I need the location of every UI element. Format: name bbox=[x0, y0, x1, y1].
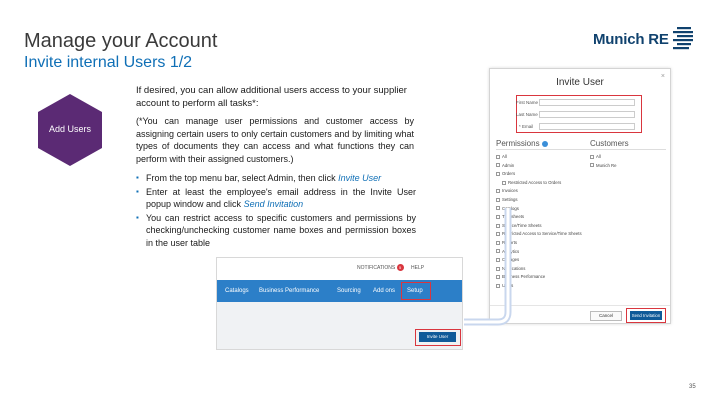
intro-text: If desired, you can allow additional users access to your supplier account to perform all tasks*: bbox=[136, 85, 407, 109]
send-invitation-button[interactable]: Send Invitation bbox=[631, 313, 661, 318]
munich-re-mark-icon bbox=[671, 26, 695, 50]
permission-item[interactable]: All bbox=[496, 153, 586, 162]
customers-heading: Customers bbox=[590, 139, 629, 148]
permission-item[interactable]: Orders bbox=[496, 170, 586, 179]
permission-item[interactable]: Users bbox=[496, 282, 586, 291]
info-icon[interactable] bbox=[542, 141, 548, 147]
first-name-label: First Name bbox=[516, 100, 539, 105]
page-number: 35 bbox=[689, 384, 696, 390]
munich-re-logo bbox=[593, 26, 703, 52]
checkbox[interactable] bbox=[496, 172, 500, 176]
permission-item[interactable]: Invoices bbox=[496, 187, 586, 196]
cancel-button[interactable]: Cancel bbox=[590, 311, 622, 321]
close-icon[interactable]: × bbox=[660, 73, 665, 80]
permissions-note: (*You can manage user permissions and customer access by assigning certain users to only certain customers and by limiting what types of documents they can access and what functions they can perform with their assigned customers.) bbox=[136, 116, 414, 164]
instruction-emphasis: Invite User bbox=[338, 173, 382, 183]
checkbox[interactable] bbox=[590, 163, 594, 167]
permission-item[interactable]: Business Performance bbox=[496, 273, 586, 282]
help-link[interactable]: HELP bbox=[411, 264, 425, 271]
checkbox[interactable] bbox=[502, 181, 506, 185]
checkbox[interactable] bbox=[496, 189, 500, 193]
email-field[interactable] bbox=[539, 123, 635, 130]
nav-business-performance[interactable]: Business Performance bbox=[259, 288, 320, 294]
permission-item[interactable]: Restricted Access to Orders bbox=[496, 179, 586, 188]
nav-add-ons[interactable]: Add ons bbox=[373, 288, 396, 294]
top-bar bbox=[217, 258, 462, 280]
setup-highlight bbox=[401, 282, 431, 300]
permissions-heading: Permissions bbox=[496, 139, 548, 148]
permission-item[interactable]: Service/Time Sheets bbox=[496, 222, 586, 231]
permission-item[interactable]: Notifications bbox=[496, 265, 586, 274]
user-fields-highlight bbox=[516, 95, 642, 133]
permission-item[interactable]: Changes bbox=[496, 256, 586, 265]
nav-catalogs[interactable]: Catalogs bbox=[225, 288, 249, 294]
permission-item[interactable]: Settings bbox=[496, 196, 586, 205]
first-name-field[interactable] bbox=[539, 99, 635, 106]
email-label: * Email bbox=[519, 124, 534, 129]
nav-sourcing[interactable]: Sourcing bbox=[337, 288, 361, 294]
instruction-emphasis: Send Invitation bbox=[243, 199, 304, 209]
invite-user-highlight bbox=[415, 329, 461, 346]
invite-user-button[interactable]: Invite User bbox=[419, 332, 456, 342]
customer-item[interactable]: All bbox=[590, 153, 666, 162]
permission-item[interactable]: Analytics bbox=[496, 248, 586, 257]
send-invitation-highlight bbox=[626, 308, 666, 323]
page-title: Manage your Account bbox=[24, 30, 218, 52]
permission-item[interactable]: Catalogs bbox=[496, 205, 586, 214]
customer-list bbox=[590, 153, 666, 170]
nav-setup[interactable]: Setup bbox=[407, 288, 423, 294]
dialog-title: Invite User bbox=[556, 77, 604, 88]
hexagon-label: Add Users bbox=[48, 124, 92, 134]
instruction-item: ▪ You can restrict access to specific customers and permissions by checking/unchecking customer name boxes and permission boxes in the user table bbox=[136, 212, 416, 250]
checkbox[interactable] bbox=[496, 163, 500, 167]
customer-item[interactable]: Munich Re bbox=[590, 162, 666, 171]
last-name-field[interactable] bbox=[539, 111, 635, 118]
permission-item[interactable]: Timesheets bbox=[496, 213, 586, 222]
menu-bar-screenshot bbox=[216, 257, 463, 350]
connector-arrow bbox=[462, 200, 522, 330]
notifications-link[interactable]: NOTIFICATIONS bbox=[357, 264, 396, 271]
notification-badge: 5 bbox=[397, 264, 404, 271]
permission-item[interactable]: Admin bbox=[496, 162, 586, 171]
instruction-list bbox=[136, 172, 416, 250]
logo-text: Munich RE bbox=[593, 31, 669, 48]
instruction-item: ▪ From the top menu bar, select Admin, then click Invite User bbox=[136, 172, 416, 185]
permission-item[interactable]: Reports bbox=[496, 239, 586, 248]
top-bar-items bbox=[357, 264, 424, 271]
instruction-item: ▪ Enter at least the employee's email address in the Invite User popup window and click Send Invitation bbox=[136, 186, 416, 211]
checkbox[interactable] bbox=[590, 155, 594, 159]
permission-item[interactable]: Restricted Access to Service/Time Sheets bbox=[496, 230, 586, 239]
checkbox[interactable] bbox=[496, 155, 500, 159]
page-subtitle: Invite internal Users 1/2 bbox=[24, 54, 193, 71]
divider bbox=[496, 149, 666, 150]
last-name-label: Last Name bbox=[516, 112, 538, 117]
